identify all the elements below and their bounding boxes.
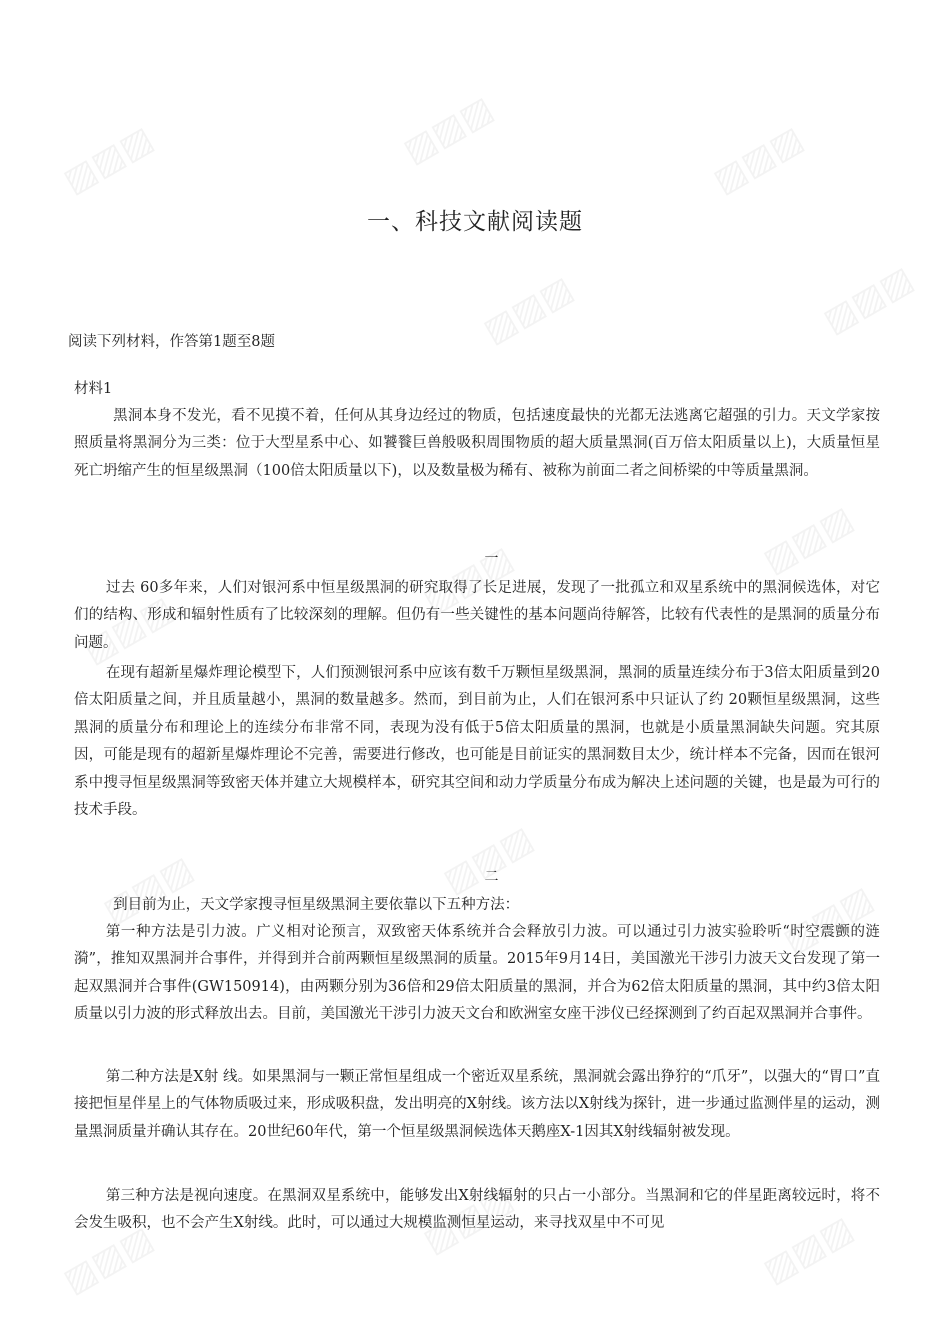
paragraph: 到目前为止，天文学家搜寻恒星级黑洞主要依靠以下五种方法： <box>113 897 520 913</box>
watermark <box>396 89 499 172</box>
watermark <box>706 119 809 202</box>
watermark <box>816 259 919 342</box>
watermark <box>436 819 539 902</box>
instructions: 阅读下列材料，作答第1题至8题 <box>68 334 275 350</box>
material-label: 材料1 <box>74 381 113 397</box>
paragraph: 第一种方法是引力波。广义相对论预言，双致密天体系统并合会释放引力波。可以通过引力波实验聆听“时空震颤的涟漪”，推知双黑洞并合事件，并得到并合前两颗恒星级黑洞的质量。2015年9月14日，美国激光干涉引力波天文台发现了第一起双黑洞并合事件(GW150914)，由两颗分别为36倍和29倍太阳质量的黑洞，并合为62倍太阳质量的黑洞，其中约3倍太阳质量以引力波的形式释放出去。目前，美国激光干涉引力波天文台和欧洲室女座干涉仪已经探测到了约百起双黑洞并合事件。 <box>74 924 880 1023</box>
section-heading: 一 <box>484 551 499 567</box>
page-title: 一、科技文献阅读题 <box>367 209 583 235</box>
paragraph: 在现有超新星爆炸理论模型下，人们预测银河系中应该有数千万颗恒星级黑洞，黑洞的质量连续分布于3倍太阳质量到20倍太阳质量之间，并且质量越小，黑洞的数量越多。然而，到目前为止，人们在银河系中只证认了约 20颗恒星级黑洞，这些黑洞的质量分布和理论上的连续分布非常不同，表现为没有低于5倍太阳质量的黑洞，也就是小质量黑洞缺失问题。究其原因，可能是现有的超新星爆炸理论不完善，需要进行修改，也可能是目前证实的黑洞数目太少，统计样本不完备，因而在银河系中搜寻恒星级黑洞等致密天体并建立大规模样本，研究其空间和动力学质量分布成为解决上述问题的关键，也是最为可行的技术手段。 <box>74 665 880 819</box>
watermark <box>476 269 579 352</box>
paragraph: 过去 60多年来，人们对银河系中恒星级黑洞的研究取得了长足进展，发现了一批孤立和双星系统中的黑洞候选体，对它们的结构、形成和辐射性质有了比较深刻的理解。但仍有一些关键性的基本问题尚待解答，比较有代表性的是黑洞的质量分布问题。 <box>74 580 880 651</box>
paragraph: 黑洞本身不发光，看不见摸不着，任何从其身边经过的物质，包括速度最快的光都无法逃离它超强的引力。天文学家按照质量将黑洞分为三类：位于大型星系中心、如饕餮巨兽般吸积周围物质的超大质量黑洞(百万倍太阳质量以上)，大质量恒星死亡坍缩产生的恒星级黑洞（100倍太阳质量以下)，以及数量极为稀有、被称为前面二者之间桥梁的中等质量黑洞。 <box>74 408 880 479</box>
watermark <box>56 119 159 202</box>
paragraph: 第二种方法是X射 线。如果黑洞与一颗正常恒星组成一个密近双星系统，黑洞就会露出狰狞的“爪牙”，以强大的“胃口”直接把恒星伴星上的气体物质吸过来，形成吸积盘，发出明亮的X射线。该方法以X射线为探针，进一步通过监测伴星的运动，测量黑洞质量并确认其存在。20世纪60年代，第一个恒星级黑洞候选体天鹅座X-1因其X射线辐射被发现。 <box>74 1069 880 1140</box>
paragraph: 第三种方法是视向速度。在黑洞双星系统中，能够发出X射线辐射的只占一小部分。当黑洞和它的伴星距离较远时，将不会发生吸积，也不会产生X射线。此时，可以通过大规模监测恒星运动，来寻找双星中不可见 <box>74 1188 880 1232</box>
watermark <box>756 499 859 582</box>
section-heading: 二 <box>484 869 499 885</box>
